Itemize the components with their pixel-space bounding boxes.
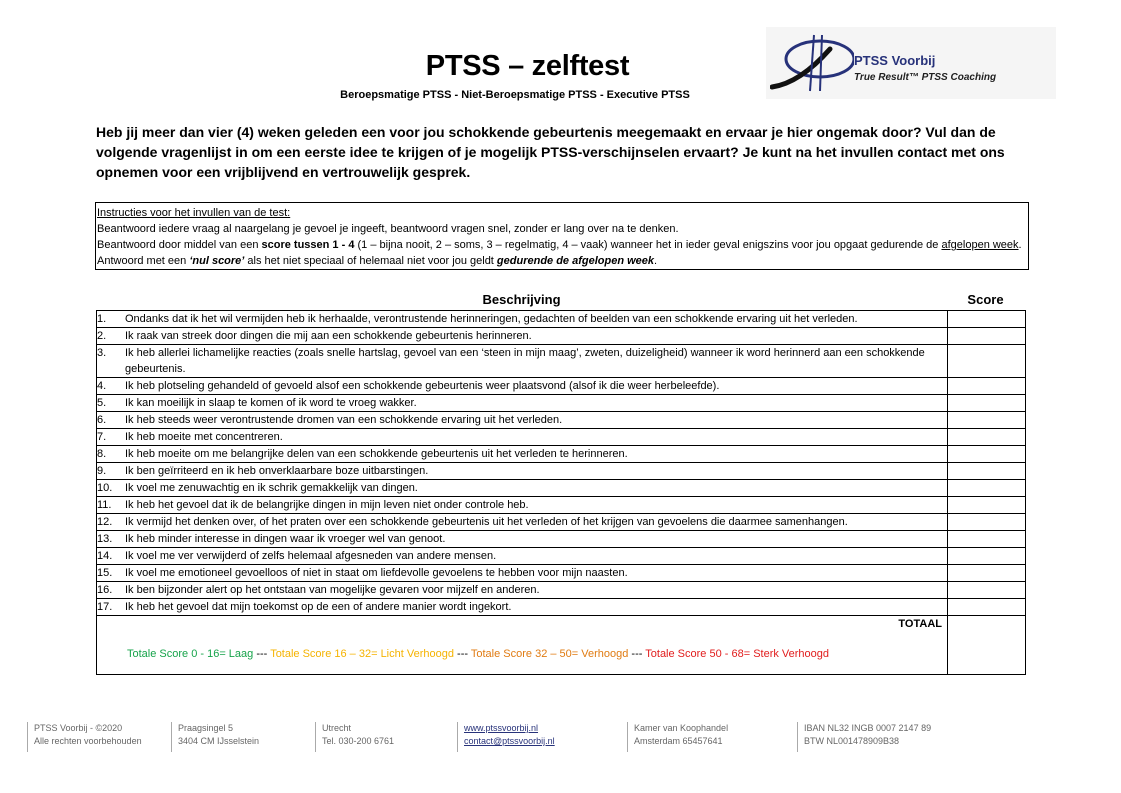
footer-col-address: Praagsingel 5 3404 CM IJsselstein <box>171 722 259 752</box>
page-subtitle: Beroepsmatige PTSS - Niet-Beroepsmatige PTSS - Executive PTSS <box>340 89 690 101</box>
question-row <box>97 582 1026 599</box>
question-description <box>97 497 948 514</box>
logo <box>766 27 1056 99</box>
question-description <box>97 531 948 548</box>
total-row <box>97 616 1026 675</box>
legend-low: Totale Score 0 - 16= Laag <box>127 648 254 660</box>
score-input[interactable] <box>948 582 1026 599</box>
questionnaire-table <box>96 310 1026 675</box>
question-text: Ik voel me ver verwijderd of zelfs helemaal afgesneden van andere mensen. <box>125 550 497 562</box>
question-row <box>97 328 1026 345</box>
legend-slightly-elevated: Totale Score 16 – 32= Licht Verhoogd <box>270 648 454 660</box>
question-row <box>97 429 1026 446</box>
question-number: 5. <box>97 397 107 409</box>
question-number: 8. <box>97 448 107 460</box>
footer-col-copyright: PTSS Voorbij - ©2020 Alle rechten voorbehouden <box>27 722 142 752</box>
question-row <box>97 480 1026 497</box>
question-description <box>97 446 948 463</box>
column-header-score: Score <box>967 292 1004 307</box>
footer-col-kvk: Kamer van Koophandel Amsterdam 65457641 <box>627 722 728 752</box>
legend-highly-elevated: Totale Score 50 - 68= Sterk Verhoogd <box>645 648 830 660</box>
logo-swoosh-icon <box>770 29 854 97</box>
instructions-heading: Instructies voor het invullen van de test: <box>97 207 291 219</box>
question-text: Ik vermijd het denken over, of het praten over een schokkende gebeurtenis uit het verleden of het krijgen van gevoelens die daarmee samenhangen. <box>125 516 848 528</box>
question-number: 3. <box>97 347 107 359</box>
intro-text: Heb jij meer dan vier (4) weken geleden een voor jou schokkende gebeurtenis meegemaakt en ervaar je hier ongemak door? Vul dan de volgende vragenlijst in om een eerste idee te krijgen of je mogelijk PTSS-verschijnselen ervaart? Je kunt na het invullen contact met ons opnemen voor een vrijblijvend en vertrouwelijk gesprek. <box>96 124 1005 180</box>
logo-tagline: True Result™ PTSS Coaching <box>854 72 997 83</box>
score-input[interactable] <box>948 395 1026 412</box>
total-label: TOTAAL <box>898 618 942 630</box>
score-input[interactable] <box>948 548 1026 565</box>
score-input[interactable] <box>948 497 1026 514</box>
score-input[interactable] <box>948 378 1026 395</box>
question-row <box>97 514 1026 531</box>
question-text: Ik heb plotseling gehandeld of gevoeld alsof een schokkende gebeurtenis weer plaatsvond (alsof ik die weer herbeleefde). <box>125 380 720 392</box>
question-number: 2. <box>97 330 107 342</box>
page-title: PTSS – zelftest <box>425 50 630 82</box>
website-link[interactable]: www.ptssvoorbij.nl <box>464 723 539 733</box>
question-description <box>97 311 948 328</box>
question-text: Ik kan moeilijk in slaap te komen of ik word te vroeg wakker. <box>125 397 417 409</box>
score-input[interactable] <box>948 446 1026 463</box>
question-description <box>97 514 948 531</box>
question-number: 6. <box>97 414 107 426</box>
question-text: Ik ben geïrriteerd en ik heb onverklaarbare boze uitbarstingen. <box>125 465 429 477</box>
question-row <box>97 463 1026 480</box>
question-number: 13. <box>97 533 113 545</box>
question-description <box>97 345 948 378</box>
question-description <box>97 599 948 616</box>
question-description <box>97 328 948 345</box>
score-input[interactable] <box>948 531 1026 548</box>
total-cell <box>97 616 948 675</box>
question-row <box>97 395 1026 412</box>
score-input[interactable] <box>948 311 1026 328</box>
question-number: 17. <box>97 601 113 613</box>
question-number: 7. <box>97 431 107 443</box>
column-header-description: Beschrijving <box>482 292 561 307</box>
question-description <box>97 429 948 446</box>
question-row <box>97 565 1026 582</box>
question-number: 14. <box>97 550 113 562</box>
total-score-input[interactable] <box>948 616 1026 675</box>
question-description <box>97 463 948 480</box>
question-text: Ik raak van streek door dingen die mij aan een schokkende gebeurtenis herinneren. <box>125 330 532 342</box>
question-text: Ik heb minder interesse in dingen waar ik vroeger wel van genoot. <box>125 533 446 545</box>
question-number: 9. <box>97 465 107 477</box>
footer-col-bank: IBAN NL32 INGB 0007 2147 89 BTW NL001478909B38 <box>797 722 931 752</box>
question-text: Ik heb allerlei lichamelijke reacties (zoals snelle hartslag, gevoel van een ‘steen in mijn maag’, zweten, duizeligheid) wanneer ik word herinnerd aan een schokkende gebeurtenis. <box>125 347 925 375</box>
score-input[interactable] <box>948 480 1026 497</box>
question-number: 11. <box>97 499 112 511</box>
question-row <box>97 497 1026 514</box>
question-row <box>97 345 1026 378</box>
question-text: Ik heb moeite om me belangrijke delen van een schokkende gebeurtenis uit het verleden te herinneren. <box>125 448 628 460</box>
question-row <box>97 548 1026 565</box>
question-text: Ik heb het gevoel dat ik de belangrijke dingen in mijn leven niet onder controle heb. <box>125 499 529 511</box>
question-description <box>97 395 948 412</box>
score-input[interactable] <box>948 463 1026 480</box>
question-row <box>97 531 1026 548</box>
question-text: Ik ben bijzonder alert op het ontstaan van mogelijke gevaren voor mijzelf en anderen. <box>125 584 540 596</box>
question-row <box>97 446 1026 463</box>
score-input[interactable] <box>948 514 1026 531</box>
question-number: 1. <box>97 313 107 325</box>
question-text: Ondanks dat ik het wil vermijden heb ik herhaalde, verontrustende herinneringen, gedachten of beelden van een schokkende ervaring uit het verleden. <box>125 313 858 325</box>
score-input[interactable] <box>948 345 1026 378</box>
question-row <box>97 378 1026 395</box>
question-text: Ik heb het gevoel dat mijn toekomst op de een of andere manier wordt ingekort. <box>125 601 512 613</box>
question-row <box>97 311 1026 328</box>
question-description <box>97 378 948 395</box>
score-input[interactable] <box>948 328 1026 345</box>
score-legend: Totale Score 0 - 16= Laag --- Totale Score 16 – 32= Licht Verhoogd --- Totale Score 32 – 50= Verhoogd --- Totale Score 50 - 68= Sterk Verhoogd <box>127 648 830 660</box>
question-number: 4. <box>97 380 107 392</box>
question-row <box>97 599 1026 616</box>
question-description <box>97 565 948 582</box>
question-row <box>97 412 1026 429</box>
legend-elevated: Totale Score 32 – 50= Verhoogd <box>470 648 629 660</box>
question-number: 12. <box>97 516 113 528</box>
score-input[interactable] <box>948 565 1026 582</box>
question-description <box>97 582 948 599</box>
score-input[interactable] <box>948 412 1026 429</box>
footer <box>27 722 1027 754</box>
question-description <box>97 480 948 497</box>
question-text: Ik voel me emotioneel gevoelloos of niet in staat om liefdevolle gevoelens te hebben voor mijn naasten. <box>125 567 628 579</box>
question-text: Ik heb moeite met concentreren. <box>125 431 283 443</box>
footer-col-web <box>457 722 555 752</box>
instructions-line2: Beantwoord door middel van een score tussen 1 - 4 (1 – bijna nooit, 2 – soms, 3 – regelmatig, 4 – vaak) wanneer het in ieder geval enigszins voor jou opgaat gedurende de afgelopen week. Antwoord met een ‘nul score’ als het niet speciaal of helemaal niet voor jou geldt gedurende de afgelopen week. <box>97 239 1022 267</box>
question-text: Ik voel me zenuwachtig en ik schrik gemakkelijk van dingen. <box>125 482 418 494</box>
footer-col-city: Utrecht Tel. 030-200 6761 <box>315 722 394 752</box>
score-input[interactable] <box>948 429 1026 446</box>
instructions-box <box>95 202 1029 270</box>
question-number: 15. <box>97 567 113 579</box>
email-link[interactable]: contact@ptssvoorbij.nl <box>464 736 555 746</box>
score-input[interactable] <box>948 599 1026 616</box>
question-number: 10. <box>97 482 113 494</box>
logo-name: PTSS Voorbij <box>854 53 936 68</box>
question-description <box>97 548 948 565</box>
question-description <box>97 412 948 429</box>
question-text: Ik heb steeds weer verontrustende dromen van een schokkende ervaring uit het verleden. <box>125 414 563 426</box>
instructions-line1: Beantwoord iedere vraag al naargelang je gevoel je ingeeft, beantwoord vragen snel, zonder er lang over na te denken. <box>97 223 679 235</box>
question-number: 16. <box>97 584 113 596</box>
